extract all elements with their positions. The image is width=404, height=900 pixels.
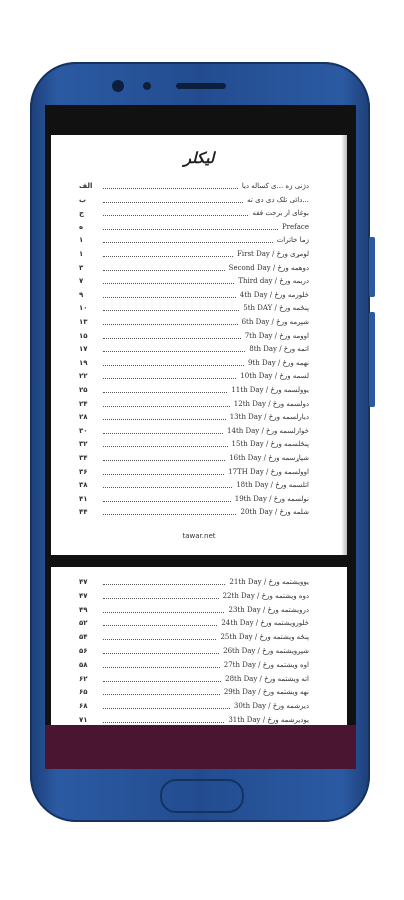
- toc-entry-label: 18th Day / اتلسمه ورځ: [236, 481, 309, 490]
- toc-entry-label: زما خاترات: [276, 236, 309, 245]
- toc-page-number: ۵۲: [79, 619, 88, 628]
- toc-page-number: ه: [79, 222, 84, 231]
- toc-page-number: ۱۳: [79, 318, 88, 326]
- toc-row[interactable]: [79, 507, 309, 519]
- toc-row[interactable]: [79, 687, 309, 699]
- toc-page-number: ۳۶: [79, 467, 88, 476]
- toc-entry-label: 13th Day / دیارلسمه ورځ: [229, 413, 309, 422]
- home-button[interactable]: [160, 779, 244, 813]
- toc-page-number: ۳۴: [79, 454, 88, 462]
- toc-row[interactable]: [79, 249, 309, 261]
- toc-leader-dots: [103, 584, 225, 585]
- toc-leader-dots: [103, 202, 243, 203]
- book-page-1[interactable]: [51, 135, 347, 555]
- toc-page-number: ۶۸: [79, 702, 88, 711]
- toc-entry-label: 19th Day / نولسمه ورځ: [234, 494, 309, 503]
- toc-leader-dots: [103, 215, 248, 216]
- toc-page-number: ۹: [79, 290, 84, 299]
- toc-entry-label: 8th Day / اتمه ورځ: [249, 345, 309, 354]
- toc-leader-dots: [103, 419, 226, 420]
- toc-leader-dots: [103, 446, 228, 447]
- toc-entry-label: 15th Day / پنځلسمه ورځ: [231, 440, 309, 449]
- toc-leader-dots: [103, 681, 221, 682]
- phone-frame: [30, 62, 370, 822]
- toc-leader-dots: [103, 406, 230, 407]
- toc-leader-dots: [103, 514, 236, 515]
- toc-row[interactable]: [79, 467, 309, 479]
- toc-page-number: الف: [79, 182, 93, 190]
- toc-entry-label: 22th Day / دوه ویشتمه ورځ: [222, 591, 309, 600]
- toc-row[interactable]: [79, 331, 309, 343]
- toc-entry-label: First Day / لومړی ورځ: [237, 250, 309, 258]
- toc-page-number: ۱۰: [79, 304, 88, 313]
- toc-entry-label: Third day / دریمه ورځ: [238, 277, 309, 286]
- toc-leader-dots: [103, 297, 236, 298]
- toc-row[interactable]: [79, 453, 309, 465]
- toc-page-number: ۷: [79, 277, 84, 286]
- toc-entry-label: 16th Day / شپاړسمه ورځ: [229, 454, 309, 462]
- toc-leader-dots: [103, 310, 239, 311]
- toc-leader-dots: [103, 487, 232, 488]
- page-footer: tawar.net: [182, 532, 216, 540]
- toc-entry-label: Preface: [281, 222, 309, 231]
- toc-leader-dots: [103, 501, 231, 502]
- toc-leader-dots: [103, 229, 278, 230]
- toc-leader-dots: [103, 270, 225, 271]
- toc-row[interactable]: [79, 480, 309, 492]
- toc-page-number: ۱۹: [79, 358, 88, 367]
- toc-row[interactable]: [79, 235, 309, 247]
- toc-page-number: ۴۴: [79, 508, 88, 517]
- toc-row[interactable]: [79, 426, 309, 438]
- toc-leader-dots: [103, 256, 233, 257]
- toc-leader-dots: [103, 242, 273, 243]
- toc-leader-dots: [103, 324, 238, 325]
- toc-page-number: ۷۱: [79, 716, 88, 724]
- toc-page-number: ۳۲: [79, 440, 88, 449]
- toc-entry-label: 26th Day / شپږویشتمه ورځ: [223, 647, 309, 655]
- toc-page-number: ۶۲: [79, 674, 88, 683]
- toc-page-number: ۴۹: [79, 605, 88, 614]
- toc-row[interactable]: [79, 222, 309, 234]
- toc-page-number: ۱: [79, 236, 84, 245]
- earpiece-speaker: [176, 83, 226, 89]
- toc-leader-dots: [103, 338, 241, 339]
- toc-entry-label: 10th Day / لسمه ورځ: [240, 372, 309, 381]
- toc-entry-label: 14th Day / څوارلسمه ورځ: [227, 426, 309, 435]
- toc-leader-dots: [103, 283, 234, 284]
- toc-entry-label: 25th Day / پنځه ویشتمه ورځ: [220, 633, 309, 642]
- toc-entry-label: دژنی زه ...ی کساله دیا: [241, 182, 309, 190]
- book-page-2[interactable]: [51, 567, 347, 737]
- toc-page-number: ج: [79, 209, 85, 218]
- toc-page-number: ۴۱: [79, 494, 88, 503]
- toc-row[interactable]: [79, 660, 309, 672]
- toc-page-number: ۵۸: [79, 660, 88, 669]
- toc-entry-label: دائی تلک دی دی ته...: [247, 195, 309, 204]
- toc-page-number: ۱۷: [79, 345, 88, 354]
- toc-leader-dots: [103, 639, 216, 640]
- toc-entry-label: 27th Day / اوه ویشتمه ورځ: [223, 660, 309, 669]
- toc-leader-dots: [103, 188, 238, 189]
- toc-page-number: ۳۰: [79, 426, 88, 435]
- toc-entry-label: 31th Day / یودیرشمه ورځ: [228, 716, 309, 724]
- toc-row[interactable]: [79, 399, 309, 411]
- page-shadow: [341, 135, 347, 555]
- toc-entry-label: 9th Day / نهمه ورځ: [247, 358, 309, 367]
- toc-entry-label: 17TH Day / اوولسمه ورځ: [228, 467, 309, 476]
- toc-row[interactable]: [79, 195, 309, 207]
- toc-page-number: ۱: [79, 250, 84, 258]
- toc-leader-dots: [103, 708, 230, 709]
- toc-page-number: ۱۵: [79, 331, 88, 340]
- toc-page-number: ۶۵: [79, 688, 88, 697]
- toc-page-number: ۴۷: [79, 591, 88, 600]
- toc-leader-dots: [103, 392, 227, 393]
- toc-leader-dots: [103, 474, 224, 475]
- toc-row[interactable]: [79, 412, 309, 424]
- toc-page-number: ۳۸: [79, 481, 88, 490]
- toc-entry-label: 5th DAY / پنځمه ورځ: [243, 304, 309, 313]
- toc-row[interactable]: [79, 358, 309, 370]
- toc-row[interactable]: [79, 344, 309, 356]
- power-button: [369, 312, 375, 407]
- toc-leader-dots: [103, 598, 219, 599]
- toc-entry-label: 29th Day / نهه ویشتمه ورځ: [223, 688, 309, 697]
- toc-row[interactable]: [79, 303, 309, 315]
- toc-entry-label: 21th Day / یوویشتمه ورځ: [229, 578, 309, 586]
- toc-entry-label: 7th Day / اوومه ورځ: [244, 331, 309, 340]
- toc-leader-dots: [103, 460, 225, 461]
- toc-row[interactable]: [79, 181, 309, 193]
- toc-entry-label: 30th Day / دیرشمه ورځ: [233, 702, 309, 711]
- toc-row[interactable]: [79, 385, 309, 397]
- app-screen: [45, 105, 356, 769]
- toc-row[interactable]: [79, 439, 309, 451]
- toc-leader-dots: [103, 612, 224, 613]
- toc-entry-label: 20th Day / شلمه ورځ: [240, 508, 309, 517]
- toc-leader-dots: [103, 625, 217, 626]
- toc-page-number: ۳: [79, 263, 84, 272]
- toc-entry-label: 28th Day / اته ویشتمه ورځ: [225, 674, 309, 683]
- toc-row[interactable]: [79, 317, 309, 329]
- toc-row[interactable]: [79, 577, 309, 589]
- toc-leader-dots: [103, 378, 236, 379]
- toc-entry-label: Second Day / دوهمه ورځ: [228, 263, 309, 272]
- toc-page-number: ۲۸: [79, 413, 88, 422]
- toc-page-number: ۲۲: [79, 372, 88, 381]
- sensor-icon: [143, 82, 151, 90]
- toc-row[interactable]: [79, 618, 309, 630]
- front-camera-icon: [112, 80, 124, 92]
- toc-row[interactable]: [79, 371, 309, 383]
- toc-page-number: ۲۴: [79, 399, 88, 408]
- toc-row[interactable]: [79, 494, 309, 506]
- toc-row[interactable]: [79, 646, 309, 658]
- toc-entry-label: 6th Day / شپږمه ورځ: [241, 318, 309, 326]
- toc-entry-label: 11th Day / یوولسمه ورځ: [231, 386, 309, 394]
- toc-row[interactable]: [79, 290, 309, 302]
- volume-button: [369, 237, 375, 297]
- toc-leader-dots: [103, 351, 245, 352]
- toc-row[interactable]: [79, 701, 309, 713]
- toc-page-number: ۴۷: [79, 578, 88, 586]
- toc-page-number: ۲۵: [79, 386, 88, 394]
- bottom-bar: [45, 725, 356, 769]
- toc-row[interactable]: [79, 276, 309, 288]
- toc-row[interactable]: [79, 632, 309, 644]
- toc-row[interactable]: [79, 605, 309, 617]
- toc-entry-label: 23th Day / درویشتمه ورځ: [228, 605, 309, 614]
- toc-entry-label: 12th Day / دولسمه ورځ: [233, 399, 309, 408]
- toc-entry-label: بوغای ار برحت ففه: [252, 209, 309, 218]
- toc-row[interactable]: [79, 208, 309, 220]
- toc-entry-label: 4th Day / څلورمه ورځ: [239, 290, 309, 299]
- toc-leader-dots: [103, 667, 220, 668]
- page-title: لیکلر: [183, 149, 215, 167]
- status-bar: [45, 105, 356, 135]
- toc-leader-dots: [103, 722, 224, 723]
- toc-leader-dots: [103, 365, 244, 366]
- toc-page-number: ۵۴: [79, 633, 88, 642]
- toc-row[interactable]: [79, 674, 309, 686]
- toc-row[interactable]: [79, 591, 309, 603]
- toc-leader-dots: [103, 433, 223, 434]
- toc-leader-dots: [103, 653, 219, 654]
- toc-page-number: ب: [79, 195, 87, 204]
- toc-row[interactable]: [79, 263, 309, 275]
- toc-entry-label: 24th Day / څلورویشتمه ورځ: [221, 619, 309, 628]
- toc-leader-dots: [103, 694, 220, 695]
- toc-page-number: ۵۶: [79, 647, 88, 655]
